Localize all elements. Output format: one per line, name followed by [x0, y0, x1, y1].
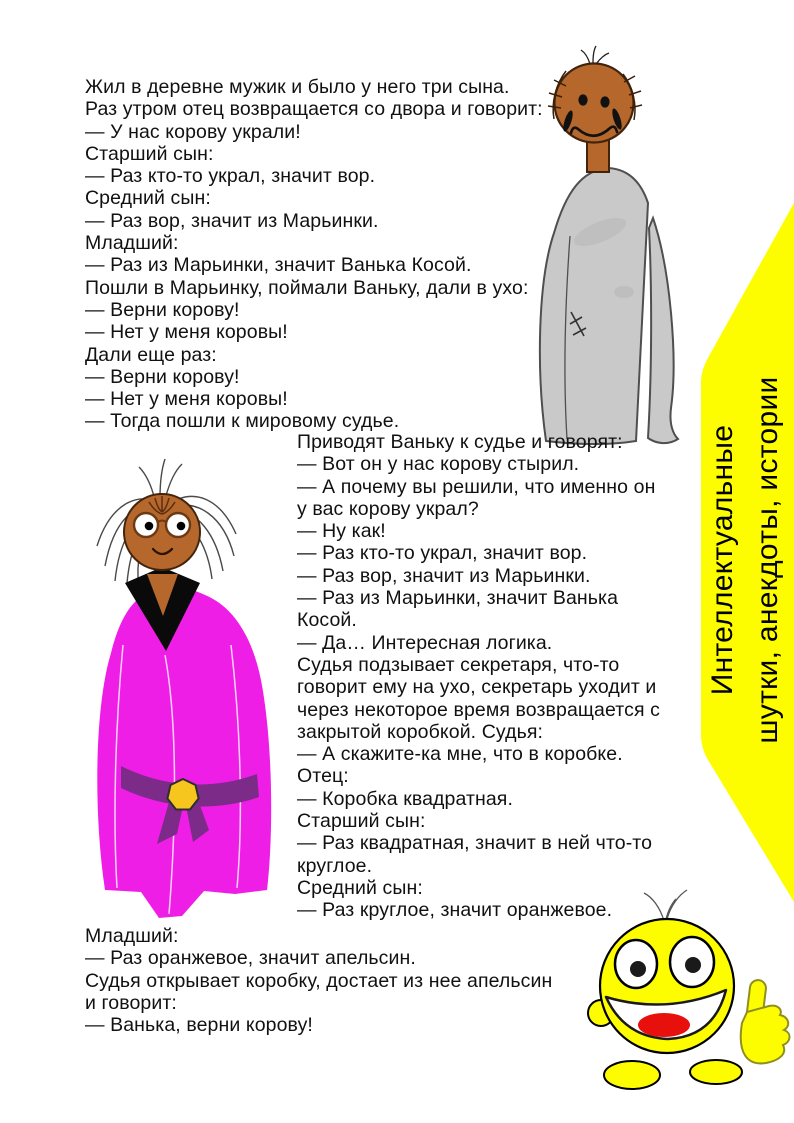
- text-line: — Коробка квадратная.: [297, 787, 513, 810]
- text-line: закрытой коробкой. Судья:: [297, 720, 544, 743]
- text-line: — Раз кто-то украл, значит вор.: [85, 165, 376, 188]
- text-line: Средний сын:: [85, 187, 211, 210]
- text-line: — А почему вы решили, что именно он: [297, 475, 656, 498]
- text-line: — Нет у меня коровы!: [85, 388, 288, 411]
- belt-buckle: [167, 779, 198, 810]
- text-line: — Раз из Марьинки, значит Ванька: [297, 587, 619, 610]
- text-line: Пошли в Марьинку, поймали Ваньку, дали в ухо:: [85, 276, 529, 299]
- text-line: Жил в деревне мужик и было у него три сына.: [85, 76, 510, 98]
- text-line: — Ванька, верни корову!: [85, 1014, 313, 1037]
- text-line: — Раз вор, значит из Марьинки.: [85, 209, 379, 232]
- thief-left-eye: [578, 94, 587, 105]
- text-line: через некоторое время возвращается с: [297, 698, 660, 721]
- judge-right-pupil: [177, 522, 186, 531]
- text-line: — Верни корову!: [85, 298, 240, 321]
- smiley-right-foot: [690, 1060, 742, 1084]
- banner-caption-line2: шутки, анекдоты, истории: [751, 376, 784, 744]
- judge-left-pupil: [145, 522, 154, 531]
- text-line: круглое.: [297, 854, 373, 877]
- text-line: Младший:: [85, 232, 179, 255]
- thief-illustration: [540, 46, 678, 444]
- story-text-middle: [297, 431, 660, 922]
- judge-robe: [97, 587, 271, 918]
- text-line: — Раз круглое, значит оранжевое.: [297, 899, 613, 922]
- thief-hair: [581, 46, 609, 64]
- text-line: Дали еще раз:: [85, 343, 217, 366]
- thief-robe-flap: [648, 218, 678, 443]
- text-line: — А скажите-ка мне, что в коробке.: [297, 743, 623, 766]
- text-line: у вас корову украл?: [297, 497, 479, 520]
- story-text-bottom: [85, 925, 552, 1036]
- thief-neck: [587, 140, 609, 172]
- text-line: Судья открывает коробку, достает из нее апельсин: [85, 969, 553, 992]
- thumbs-up-hand: [741, 979, 790, 1063]
- smiley-left-foot: [604, 1061, 660, 1089]
- banner-caption-line1: Интеллектуальные: [706, 424, 739, 696]
- text-line: Отец:: [297, 765, 349, 788]
- text-line: — Ну как!: [297, 520, 386, 543]
- text-line: — Раз из Марьинки, значит Ванька Косой.: [85, 254, 472, 277]
- thief-robe: [540, 168, 648, 444]
- text-line: — У нас корову украли!: [85, 120, 301, 143]
- banner-caption: [700, 250, 790, 870]
- text-line: Старший сын:: [297, 810, 426, 833]
- text-line: и говорит:: [85, 991, 177, 1014]
- text-line: — Раз оранжевое, значит апельсин.: [85, 947, 416, 970]
- text-line: — Нет у меня коровы!: [85, 321, 288, 344]
- text-line: говорит ему на ухо, секретарь уходит и: [297, 676, 657, 699]
- smiley-tongue: [638, 1013, 690, 1037]
- text-line: — Вот он у нас корову стырил.: [297, 453, 580, 476]
- text-line: — Раз квадратная, значит в ней что-то: [297, 832, 653, 855]
- judge-illustration: [97, 459, 271, 918]
- text-line: — Тогда пошли к мировому судье.: [85, 410, 400, 433]
- text-line: — Да… Интересная логика.: [297, 631, 553, 654]
- text-line: Приводят Ваньку к судье и говорят:: [297, 431, 623, 453]
- story-text-top: [85, 76, 543, 433]
- text-line: Младший:: [85, 925, 179, 947]
- text-line: Судья подзывает секретаря, что-то: [297, 653, 620, 676]
- text-line: — Раз вор, значит из Марьинки.: [297, 564, 591, 587]
- thief-right-eye: [600, 96, 609, 107]
- text-line: — Верни корову!: [85, 365, 240, 388]
- text-line: Косой.: [297, 609, 357, 632]
- text-line: Старший сын:: [85, 142, 214, 165]
- text-line: — Раз кто-то украл, значит вор.: [297, 542, 588, 565]
- text-line: Средний сын:: [297, 876, 423, 899]
- text-line: Раз утром отец возвращается со двора и говорит:: [85, 98, 543, 121]
